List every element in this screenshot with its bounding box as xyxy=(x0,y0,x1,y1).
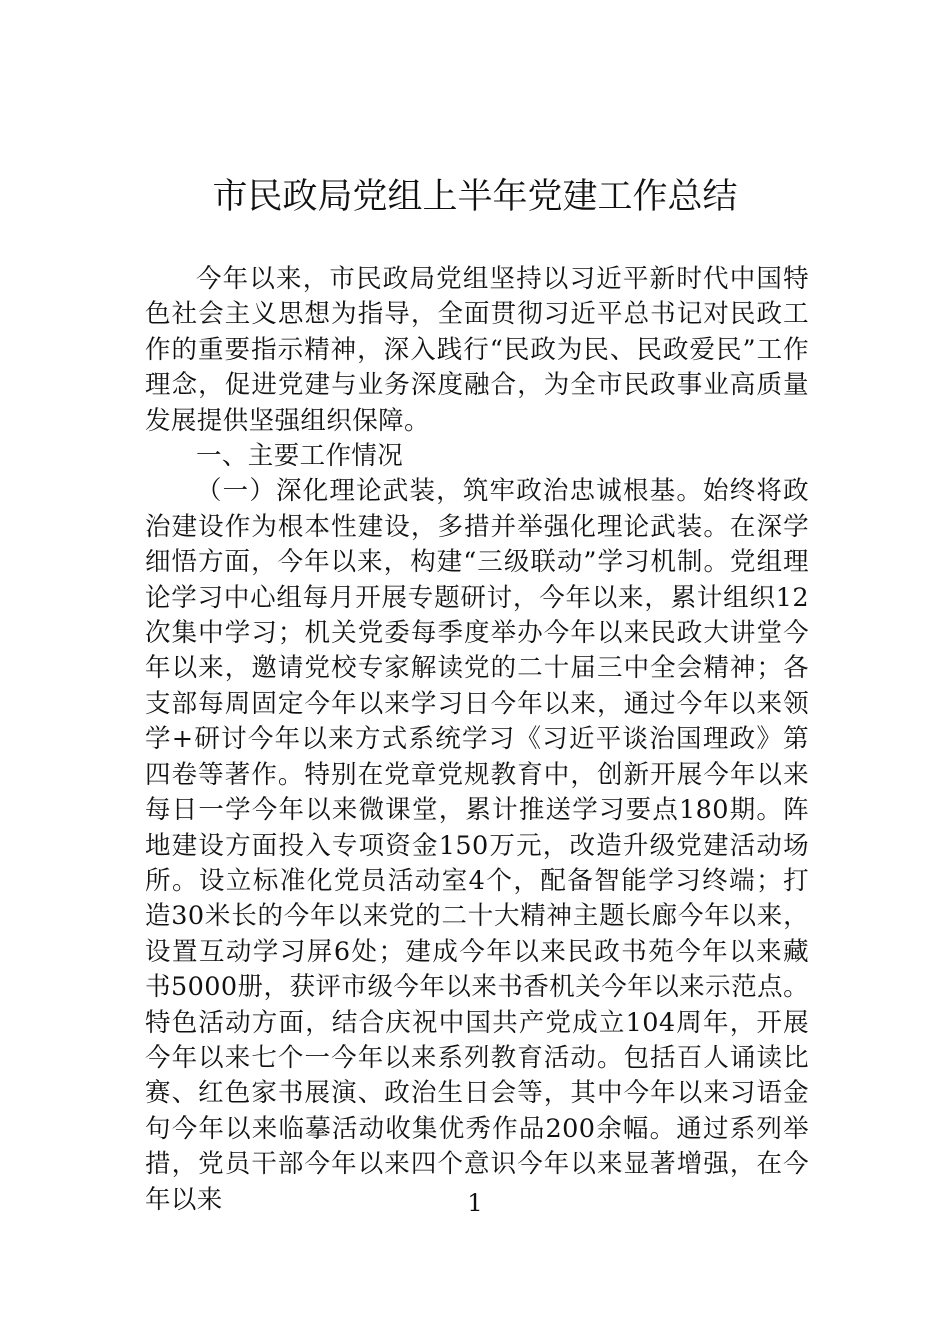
page-number: 1 xyxy=(467,1189,483,1217)
body-paragraph: （一）深化理论武装，筑牢政治忠诚根基。始终将政治建设作为根本性建设，多措并举强化理论武装。在深学细悟方面，今年以来，构建“三级联动”学习机制。党组理论学习中心组每月开展专题研讨，今年以来，累计组织12次集中学习；机关党委每季度举办今年以来民政大讲堂今年以来，邀请党校专家解读党的二十届三中全会精神；各支部每周固定今年以来学习日今年以来，通过今年以来领学+研讨今年以来方式系统学习《习近平谈治国理政》第四卷等著作。特别在党章党规教育中，创新开展今年以来每日一学今年以来微课堂，累计推送学习要点180期。阵地建设方面投入专项资金150万元，改造升级党建活动场所。设立标准化党员活动室4个，配备智能学习终端；打造30米长的今年以来党的二十大精神主题长廊今年以来，设置互动学习屏6处；建成今年以来民政书苑今年以来藏书5000册，获评市级今年以来书香机关今年以来示范点。特色活动方面，结合庆祝中国共产党成立104周年，开展今年以来七个一今年以来系列教育活动。包括百人诵读比赛、红色家书展演、政治生日会等，其中今年以来习语金句今年以来临摹活动收集优秀作品200余幅。通过系列举措，党员干部今年以来四个意识今年以来显著增强，在今年以来 xyxy=(145,476,809,1215)
document-title: 市民政局党组上半年党建工作总结 xyxy=(212,177,738,217)
document-body xyxy=(145,262,809,1218)
section-heading: 一、主要工作情况 xyxy=(196,441,404,472)
intro-paragraph: 今年以来，市民政局党组坚持以习近平新时代中国特色社会主义思想为指导，全面贯彻习近平总书记对民政工作的重要指示精神，深入践行“民政为民、民政爱民”工作理念，促进党建与业务深度融合，为全市民政事业高质量发展提供坚强组织保障。 xyxy=(145,264,809,436)
